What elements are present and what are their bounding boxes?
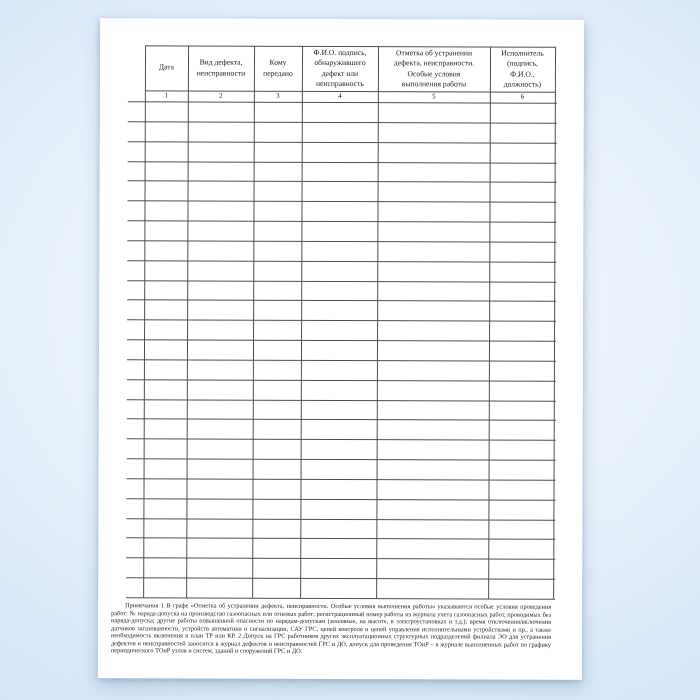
empty-row [144,300,554,321]
column-number-6: 6 [520,92,525,101]
column-header-executor: Исполнитель (подпись, Ф.И.О., должность) [501,48,544,89]
empty-row [143,518,553,539]
column-header-elimination-note: Отметка об устранении дефекта, неисправности. Особые условия выполнения работы [393,48,475,89]
table-rule-horizontal [126,597,555,599]
footnote: Примечания 1 В графе «Отметка об устранении дефекта, неисправности. Особые условия выполнения работы» указываются особые условия проведения работ: № наряда-допуска на производство газоопасных или огневых работ; регистрационный номер работы из журнала учета газоопасных работ, проводимых без наряда-допуска; другие работы повышенной опасности по нарядам-допускам (земляные, на высоте, в электроустановках и т.д.); время отключения/включения датчиков загазованности, устройств автоматики и сигнализации, САУ ГРС, цепей контроля и цепей управления исполнительными устройствами и пр., а также необходимость включения в план ТР или КР. 2 Допуск на ГРС работников других эксплуатационных структурных подразделений филиала ЭО для устранения дефектов и неисправностей заносятся в журнал дефектов и неисправностей ГРС и ДО, допуск для проведения ТОиР – в журнале выполненных работ по графику периодического ТОиР узлов и систем, зданий и сооружений ГРС и ДО. [110,602,552,656]
empty-row [144,240,554,261]
column-header-date: Дата [158,62,175,72]
column-number-3: 3 [276,91,280,100]
column-header-discoverer-signature: Ф.И.О. подпись, обнаружившего дефект или неисправность [313,47,367,88]
column-number-2: 2 [219,91,223,100]
empty-row [145,141,555,162]
empty-row [145,101,555,122]
empty-row [144,458,554,479]
empty-row [145,121,555,142]
empty-row [144,320,554,341]
empty-row [144,439,554,460]
empty-row [145,161,555,182]
column-number-1: 1 [164,91,169,100]
column-number-4: 4 [338,91,342,101]
empty-row [144,419,554,440]
empty-row [143,538,553,559]
empty-row [144,201,554,222]
empty-row [144,280,554,301]
column-number-5: 5 [432,92,436,101]
empty-row [143,558,553,579]
empty-row [143,478,553,499]
paper-sheet [98,18,584,680]
defects-table [98,18,584,680]
empty-row [144,399,554,420]
empty-row [143,498,553,519]
empty-row [144,260,554,281]
column-header-passed-to: Кому передано [263,57,293,78]
empty-row [144,220,554,241]
column-header-defect-type: Вид дефекта, неисправности [196,57,246,78]
empty-row [143,577,553,598]
empty-row [144,359,554,380]
empty-row [144,339,554,360]
empty-row [144,379,554,400]
empty-row [145,181,555,202]
